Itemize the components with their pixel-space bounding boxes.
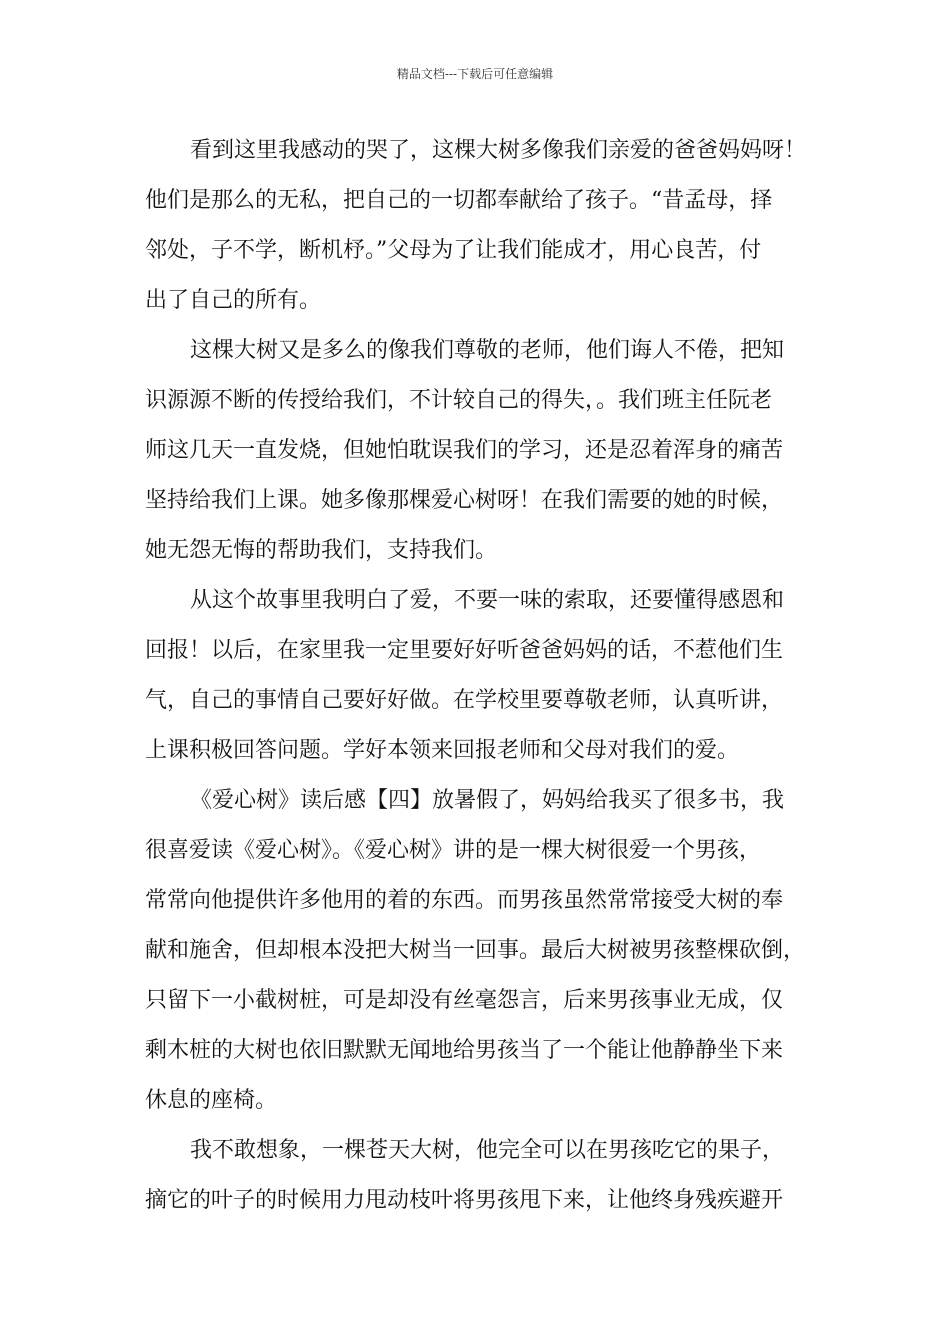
text-line: 识源源不断的传授给我们，不计较自己的得失，。我们班主任阮老 bbox=[145, 388, 773, 413]
text-line: 摘它的叶子的时候用力甩动枝叶将男孩甩下来，让他终身残疾避开 bbox=[145, 1188, 784, 1213]
text-line: 气，自己的事情自己要好好做。在学校里要尊敬老师，认真听讲， bbox=[145, 688, 784, 713]
text-line: 《爱心树》读后感【四】放暑假了，妈妈给我买了很多书，我 bbox=[190, 788, 785, 813]
text-line: 坚持给我们上课。她多像那棵爱心树呀！在我们需要的她的时候， bbox=[145, 488, 784, 513]
text-line: 很喜爱读《爱心树》。《爱心树》讲的是一棵大树很爱一个男孩， bbox=[145, 838, 762, 863]
text-line: 邻处，子不学，断机杼。”父母为了让我们能成才，用心良苦，付 bbox=[145, 238, 762, 263]
paragraph-5 bbox=[145, 1126, 815, 1226]
text-line: 我不敢想象，一棵苍天大树，他完全可以在男孩吃它的果子， bbox=[190, 1138, 785, 1163]
text-line: 献和施舍，但却根本没把大树当一回事。最后大树被男孩整棵砍倒， bbox=[145, 938, 806, 963]
text-line: 上课积极回答问题。学好本领来回报老师和父母对我们的爱。 bbox=[145, 738, 740, 763]
paragraph-1 bbox=[145, 126, 815, 326]
text-line: 出了自己的所有。 bbox=[145, 288, 322, 313]
text-line: 剩木桩的大树也依旧默默无闻地给男孩当了一个能让他静静坐下来 bbox=[145, 1038, 784, 1063]
text-line: 休息的座椅。 bbox=[145, 1088, 278, 1113]
text-line: 看到这里我感动的哭了，这棵大树多像我们亲爱的爸爸妈妈呀！ bbox=[190, 138, 807, 163]
text-line: 他们是那么的无私，把自己的一切都奉献给了孩子。“昔孟母，择 bbox=[145, 188, 773, 213]
text-line: 常常向他提供许多他用的着的东西。而男孩虽然常常接受大树的奉 bbox=[145, 888, 784, 913]
text-line: 这棵大树又是多么的像我们尊敬的老师，他们诲人不倦，把知 bbox=[190, 338, 785, 363]
page-header: 精品文档---下载后可任意编辑 bbox=[396, 67, 554, 81]
paragraph-2 bbox=[145, 326, 815, 576]
text-line: 只留下一小截树桩，可是却没有丝毫怨言，后来男孩事业无成，仅 bbox=[145, 988, 784, 1013]
document-body bbox=[145, 126, 815, 1226]
text-line: 师这几天一直发烧，但她怕耽误我们的学习，还是忍着浑身的痛苦 bbox=[145, 438, 784, 463]
paragraph-4 bbox=[145, 776, 815, 1126]
paragraph-3 bbox=[145, 576, 815, 776]
text-line: 她无怨无悔的帮助我们，支持我们。 bbox=[145, 538, 498, 563]
text-line: 从这个故事里我明白了爱，不要一味的索取，还要懂得感恩和 bbox=[190, 588, 785, 613]
text-line: 回报！以后，在家里我一定里要好好听爸爸妈妈的话，不惹他们生 bbox=[145, 638, 784, 663]
